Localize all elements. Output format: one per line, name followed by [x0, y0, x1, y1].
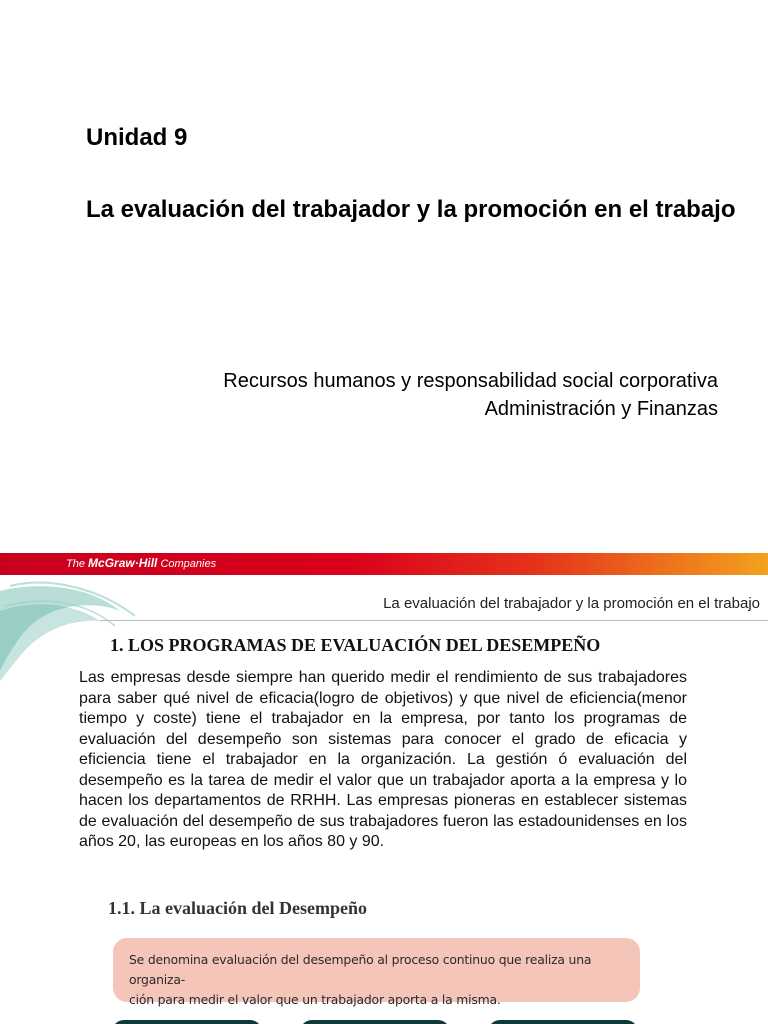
slide-header-title: La evaluación del trabajador y la promoción en el trabajo: [383, 595, 760, 612]
subtitle-program: Administración y Finanzas: [484, 398, 718, 420]
publisher-logo: [66, 556, 216, 570]
definition-line-2: ción para medir el valor que un trabajador aporta a la misma.: [129, 992, 501, 1007]
section-heading: 1. LOS PROGRAMAS DE EVALUACIÓN DEL DESEMPEÑO: [110, 635, 601, 655]
brand-prefix: The: [66, 558, 85, 570]
definition-line-1: Se denomina evaluación del desempeño al proceso continuo que realiza una organiza-: [129, 952, 592, 987]
unit-label: Unidad 9: [86, 124, 188, 151]
definition-box: [113, 938, 640, 1007]
bottom-tab: [488, 1020, 638, 1024]
teal-swirl-graphic: [0, 571, 140, 681]
brand-name: McGraw·Hill: [88, 556, 158, 570]
bottom-tab: [300, 1020, 450, 1024]
subtitle-course: Recursos humanos y responsabilidad social corporativa: [223, 370, 718, 392]
sub-heading: 1.1. La evaluación del Desempeño: [108, 898, 367, 918]
brand-suffix: Companies: [160, 558, 217, 570]
content-slide: [0, 553, 768, 1024]
subtitle-block: [223, 367, 718, 423]
header-divider: [100, 620, 768, 621]
bottom-tab: [112, 1020, 262, 1024]
body-paragraph: Las empresas desde siempre han querido medir el rendimiento de sus trabajadores para saber qué nivel de eficacia(logro de objetivos) y que nivel de eficiencia(menor tiempo y coste) tiene el trabajador en la empresa, por tanto los programas de evaluación del desempeño son sistemas para conocer el grado de eficacia y eficiencia tiene el trabajador en la organización. La gestión ó evaluación del desempeño es la tarea de medir el valor que un trabajador aporta a la empresa y lo hacen los departamentos de RRHH. Las empresas pioneras en establecer sistemas de evaluación del desempeño de sus trabajadores fueron las estadounidenses en los años 20, las europeas en los años 80 y 90.: [79, 669, 687, 850]
unit-title: La evaluación del trabajador y la promoción en el trabajo: [86, 196, 736, 223]
